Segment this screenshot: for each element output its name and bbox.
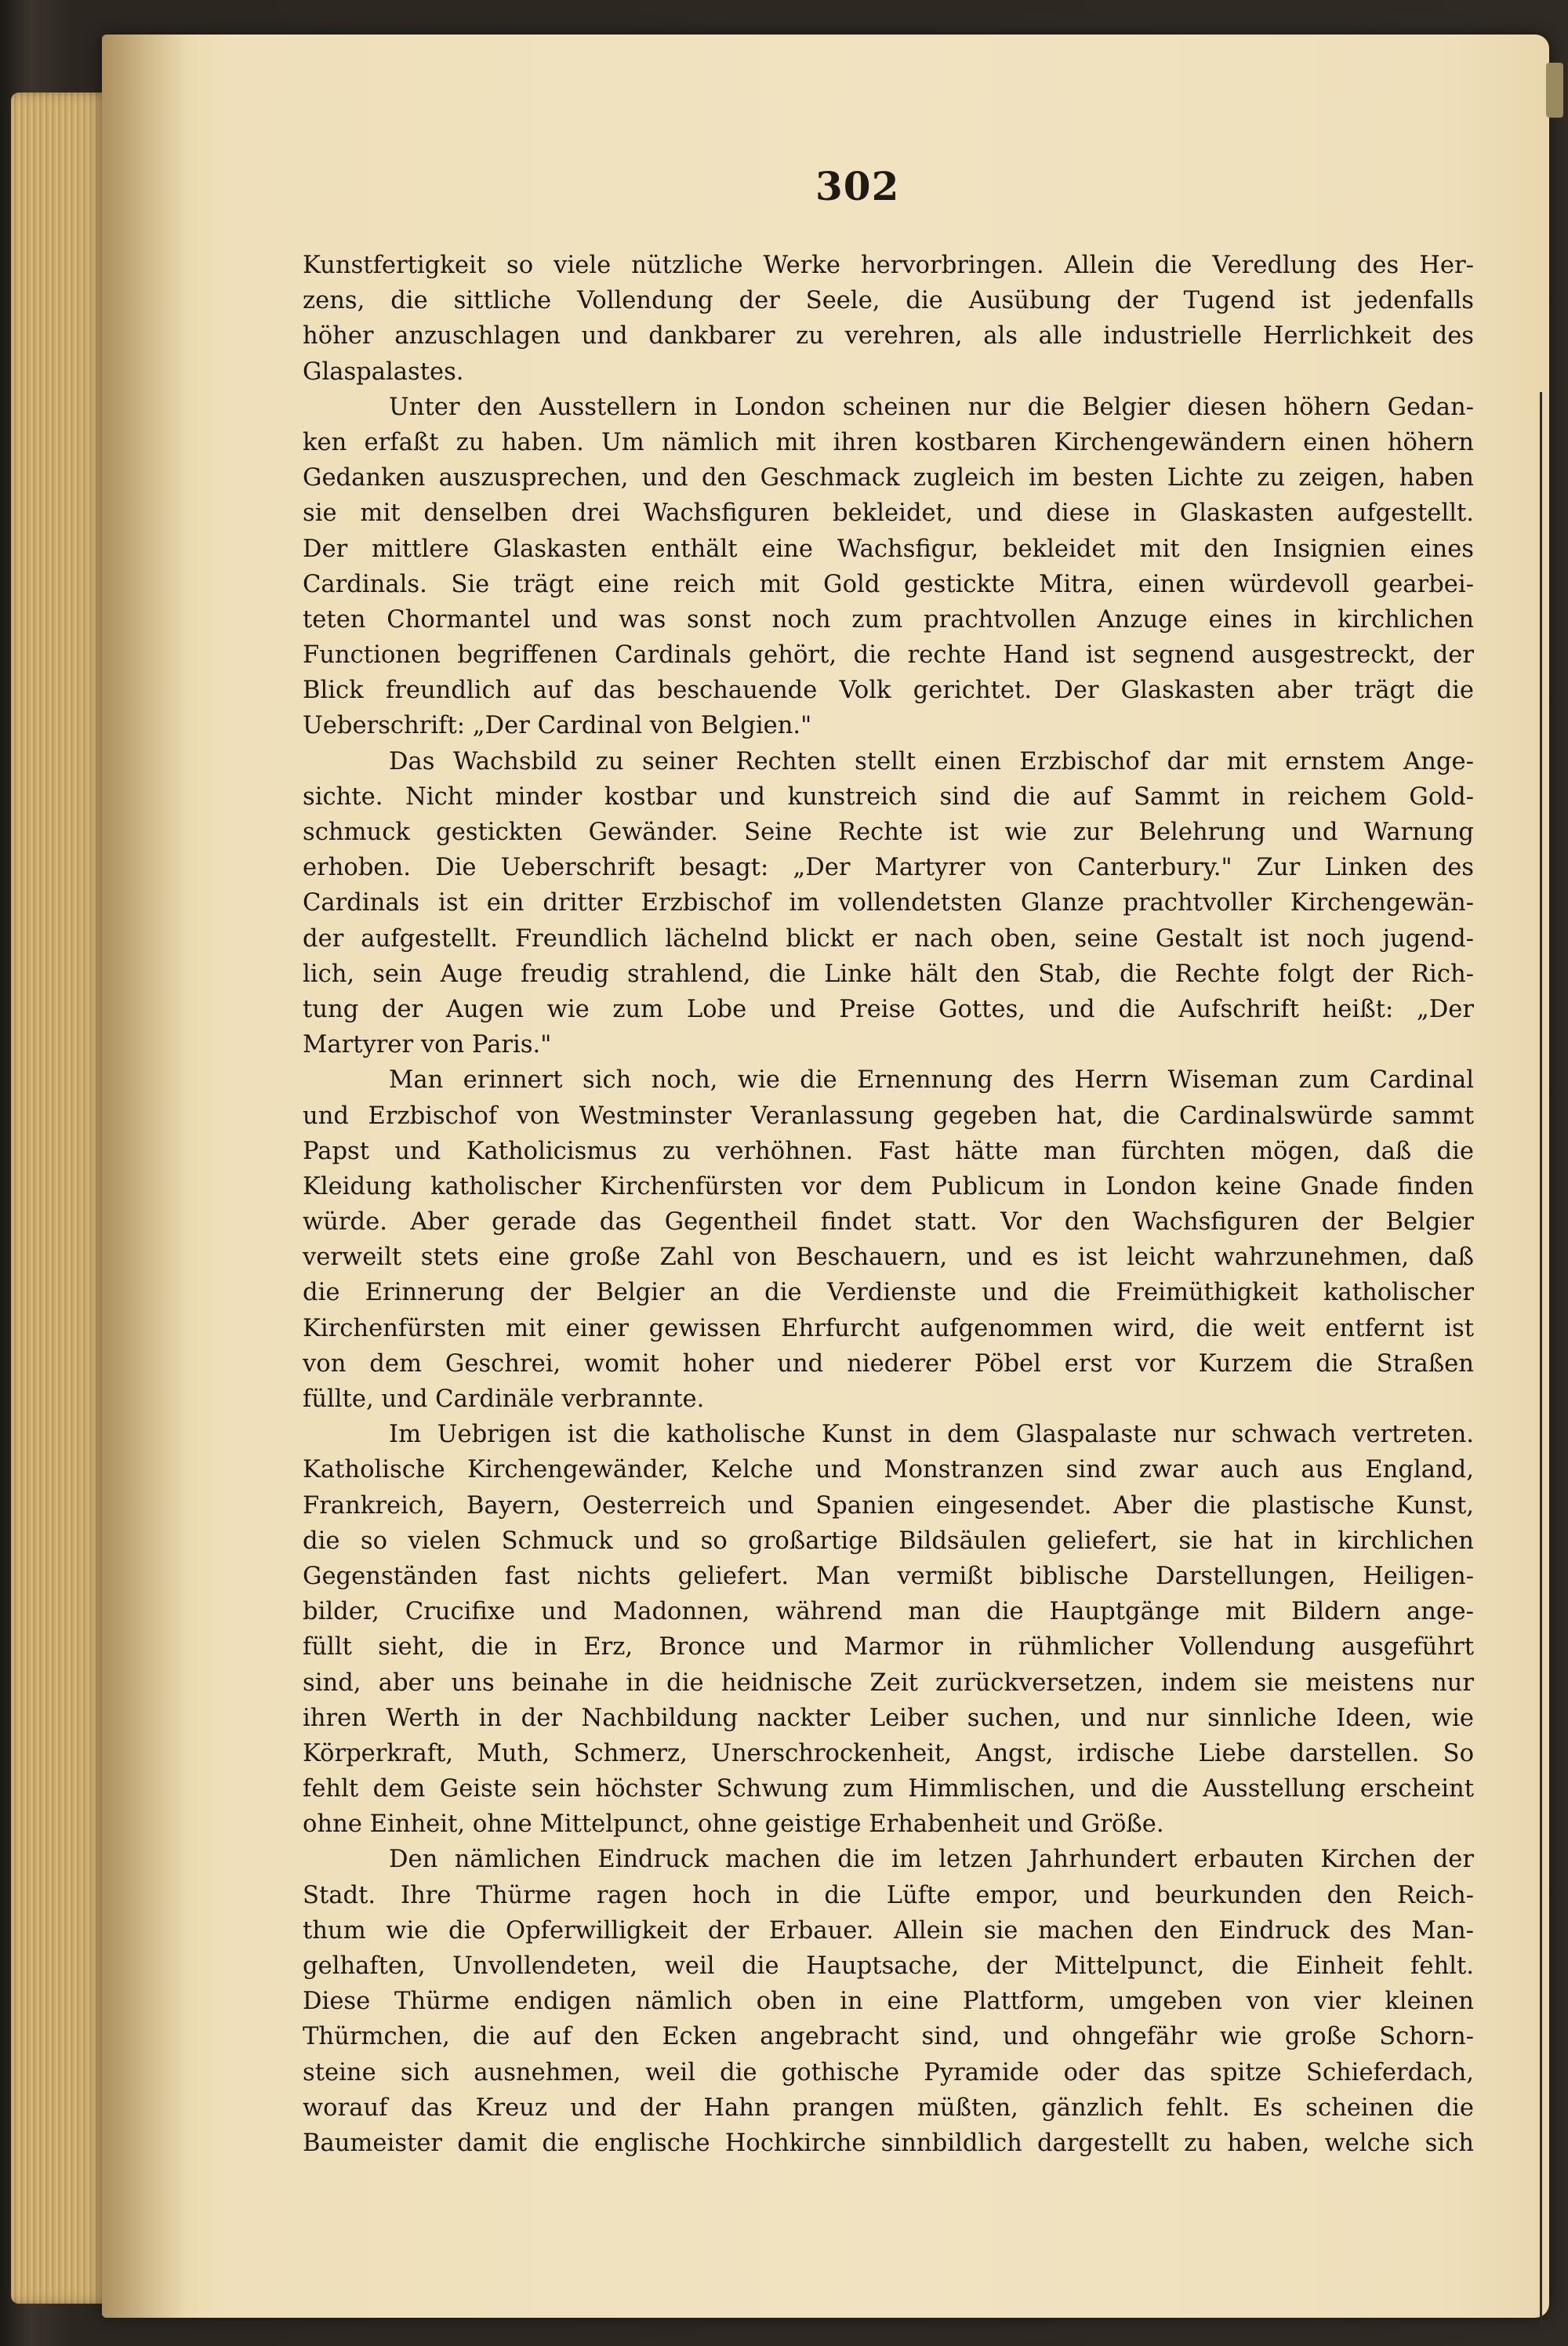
text-line: Baumeister damit die englische Hochkirche sinnbildlich dargestellt zu haben, welche sich: [303, 2129, 1474, 2157]
text-line: Körperkraft, Muth, Schmerz, Unerschrockenheit, Angst, irdische Liebe darstellen. So: [303, 1739, 1474, 1767]
text-line: Papst und Katholicismus zu verhöhnen. Fast hätte man fürchten mögen, daß die: [303, 1137, 1474, 1165]
text-line: Unter den Ausstellern in London scheinen nur die Belgier diesen höhern Gedan-: [389, 393, 1474, 421]
text-line: Man erinnert sich noch, wie die Ernennung des Herrn Wiseman zum Cardinal: [389, 1066, 1474, 1095]
text-line: Den nämlichen Eindruck machen die im letzen Jahrhundert erbauten Kirchen der: [389, 1846, 1474, 1874]
text-line: Der mittlere Glaskasten enthält eine Wachsfigur, bekleidet mit den Insignien eines: [303, 535, 1474, 563]
text-line: Kunstfertigkeit so viele nützliche Werke hervorbringen. Allein die Veredlung des Her-: [303, 252, 1474, 279]
text-line: würde. Aber gerade das Gegentheil findet statt. Vor den Wachsfiguren der Belgier: [303, 1208, 1474, 1237]
text-line: verweilt stets eine große Zahl von Beschauern, und es ist leicht wahrzunehmen, daß: [303, 1244, 1474, 1272]
text-line: die so vielen Schmuck und so großartige Bildsäulen geliefert, sie hat in kirchlichen: [303, 1527, 1474, 1555]
text-line: der aufgestellt. Freundlich lächelnd blickt er nach oben, seine Gestalt ist noch jugend-: [303, 924, 1474, 953]
page-number: 302: [815, 163, 900, 209]
text-line: thum wie die Opferwilligkeit der Erbauer. Allein sie machen den Eindruck des Man-: [303, 1916, 1474, 1945]
text-line: Das Wachsbild zu seiner Rechten stellt einen Erzbischof dar mit ernstem Ange-: [389, 747, 1474, 775]
text-line: Im Uebrigen ist die katholische Kunst in dem Glaspalaste nur schwach vertreten.: [389, 1421, 1474, 1449]
text-line: lich, sein Auge freudig strahlend, die Linke hält den Stab, die Rechte folgt der Rich-: [303, 960, 1474, 988]
text-line: Kleidung katholischer Kirchenfürsten vor dem Publicum in London keine Gnade finden: [303, 1172, 1474, 1200]
text-line: sind, aber uns beinahe in die heidnische Zeit zurückversetzen, indem sie meistens nur: [303, 1669, 1474, 1697]
text-line: ihren Werth in der Nachbildung nackter Leiber suchen, und nur sinnliche Ideen, wie: [303, 1704, 1474, 1732]
text-line: tung der Augen wie zum Lobe und Preise Gottes, und die Aufschrift heißt: „Der: [303, 995, 1474, 1023]
text-line: Cardinals. Sie trägt eine reich mit Gold gestickte Mitra, einen würdevoll gearbei-: [303, 570, 1474, 598]
text-line: Martyrer von Paris.": [303, 1031, 552, 1059]
text-line: Diese Thürme endigen nämlich oben in eine Plattform, umgeben von vier kleinen: [303, 1988, 1474, 2016]
page-corner-tab: [1546, 63, 1563, 118]
text-line: Frankreich, Bayern, Oesterreich und Spanien eingesendet. Aber die plastische Kunst,: [303, 1491, 1474, 1520]
text-line: von dem Geschrei, womit hoher und niederer Pöbel erst vor Kurzem die Straßen: [303, 1349, 1474, 1378]
text-line: sie mit denselben drei Wachsfiguren bekleidet, und diese in Glaskasten aufgestellt.: [303, 499, 1474, 528]
text-line: fehlt dem Geiste sein höchster Schwung zum Himmlischen, und die Ausstellung erscheint: [303, 1775, 1474, 1803]
text-line: schmuck gestickten Gewänder. Seine Rechte ist wie zur Belehrung und Warnung: [303, 819, 1474, 846]
text-line: Cardinals ist ein dritter Erzbischof im vollendetsten Glanze prachtvoller Kirchengewän-: [303, 889, 1474, 917]
text-line: zens, die sittliche Vollendung der Seele, die Ausübung der Tugend ist jedenfalls: [303, 287, 1474, 315]
text-line: Thürmchen, die auf den Ecken angebracht sind, und ohngefähr wie große Schorn-: [303, 2023, 1474, 2051]
text-line: worauf das Kreuz und der Hahn prangen müßten, gänzlich fehlt. Es scheinen die: [303, 2094, 1474, 2122]
body-text: [303, 248, 1474, 2161]
text-line: ohne Einheit, ohne Mittelpunct, ohne geistige Erhabenheit und Größe.: [303, 1810, 1164, 1839]
text-line: Gedanken auszusprechen, und den Geschmack zugleich im besten Lichte zu zeigen, haben: [303, 464, 1474, 492]
text-line: Kirchenfürsten mit einer gewissen Ehrfurcht aufgenommen wird, die weit entfernt ist: [303, 1314, 1474, 1342]
text-line: Blick freundlich auf das beschauende Volk gerichtet. Der Glaskasten aber trägt die: [303, 677, 1474, 705]
text-line: füllt sieht, die in Erz, Bronce und Marmor in rühmlicher Vollendung ausgeführt: [303, 1633, 1474, 1661]
text-line: Katholische Kirchengewänder, Kelche und Monstranzen sind zwar auch aus England,: [303, 1456, 1474, 1484]
text-line: sichte. Nicht minder kostbar und kunstreich sind die auf Sammt in reichem Gold-: [303, 783, 1474, 811]
gutter-shadow: [102, 34, 188, 2318]
text-line: und Erzbischof von Westminster Veranlassung gegeben hat, die Cardinalswürde sammt: [303, 1102, 1474, 1130]
text-line: Functionen begriffenen Cardinals gehört, die rechte Hand ist segnend ausgestreckt, der: [303, 641, 1474, 670]
text-line: höher anzuschlagen und dankbarer zu verehren, als alle industrielle Herrlichkeit des: [303, 322, 1474, 350]
text-line: Ueberschrift: „Der Cardinal von Belgien.": [303, 712, 812, 740]
text-line: gelhaften, Unvollendeten, weil die Hauptsache, der Mittelpunct, die Einheit fehlt.: [303, 1952, 1474, 1980]
text-line: steine sich ausnehmen, weil die gothische Pyramide oder das spitze Schieferdach,: [303, 2058, 1474, 2086]
text-line: Gegenständen fast nichts geliefert. Man vermißt biblische Darstellungen, Heiligen-: [303, 1562, 1474, 1590]
text-line: Glaspalastes.: [303, 358, 464, 386]
text-line: Stadt. Ihre Thürme ragen hoch in die Lüfte empor, und beurkunden den Reich-: [303, 1881, 1474, 1909]
text-line: ken erfaßt zu haben. Um nämlich mit ihren kostbaren Kirchengewändern einen höhern: [303, 428, 1474, 456]
text-line: die Erinnerung der Belgier an die Verdienste und die Freimüthigkeit katholischer: [303, 1279, 1474, 1307]
text-line: teten Chormantel und was sonst noch zum prachtvollen Anzuge eines in kirchlichen: [303, 605, 1474, 634]
page-edge-stack: [11, 93, 113, 2304]
text-line: bilder, Crucifixe und Madonnen, während man die Hauptgänge mit Bildern ange-: [303, 1598, 1474, 1626]
text-line: erhoben. Die Ueberschrift besagt: „Der Martyrer von Canterbury." Zur Linken des: [303, 854, 1474, 882]
text-line: füllte, und Cardinäle verbrannte.: [303, 1385, 705, 1413]
page-edge-line: [1540, 392, 1542, 2329]
